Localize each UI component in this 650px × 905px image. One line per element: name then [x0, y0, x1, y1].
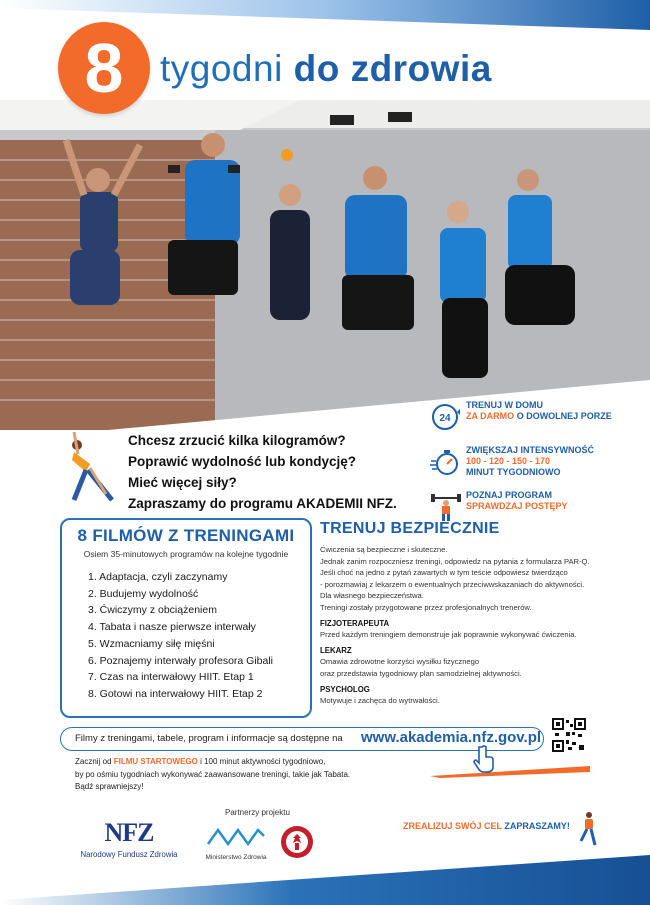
role-heading: LEKARZ	[320, 645, 352, 655]
feature-intensity-line2: 100 - 120 - 150 - 170	[466, 456, 551, 466]
safe-text: Jeśli choć na jedno z pytań zawartych w tym teście odpowiesz twierdząco	[320, 568, 568, 578]
qr-code-icon[interactable]	[552, 718, 586, 752]
feature-home-text	[466, 400, 612, 422]
list-item: 7. Czas na interwałowy HIIT. Etap 1	[88, 671, 254, 684]
nfz-caption: Narodowy Fundusz Zdrowia	[80, 850, 178, 859]
website-link[interactable]: www.akademia.nfz.gov.pl	[361, 729, 542, 746]
start-text: Bądź sprawniejszy!	[75, 782, 144, 791]
safe-text: Ćwiczenia są bezpieczne i skuteczne.	[320, 545, 448, 554]
ministry-mark-icon	[204, 826, 268, 848]
list-item: 1. Adaptacja, czyli zaczynamy	[88, 571, 228, 583]
feature-program-line1: POZNAJ PROGRAM	[466, 490, 553, 500]
slogan	[403, 821, 570, 831]
yoga-figure-icon	[60, 432, 122, 504]
start-text: by po ośmiu tygodniach wykonywać zaawansowane treningi, takie jak Tabata.	[75, 769, 351, 779]
feature-program-text	[466, 490, 568, 512]
role-heading: FIZJOTERAPEUTA	[320, 618, 390, 628]
university-seal-icon	[280, 825, 314, 859]
intro-line: Poprawić wydolność lub kondycję?	[128, 454, 357, 469]
clock-24-icon	[430, 402, 462, 432]
start-info	[75, 756, 415, 794]
intro-line: Zapraszamy do programu AKADEMII NFZ.	[128, 496, 397, 511]
safe-text: oraz przedstawia tygodniowy plan samodzielnej aktywności.	[320, 668, 522, 678]
pointer-hand-icon	[473, 745, 497, 773]
safe-title: TRENUJ BEZPIECZNIE	[320, 520, 500, 537]
slogan-part1: ZREALIZUJ SWÓJ CEL	[403, 821, 502, 831]
partners-label: Partnerzy projektu	[225, 808, 290, 817]
nfz-logo	[74, 818, 184, 859]
films-box	[60, 518, 312, 718]
safe-text: Omawia zdrowotne korzyści wysiłku fizycznego	[320, 657, 480, 667]
feature-home	[430, 400, 645, 440]
feature-program-line2: SPRAWDZAJ POSTĘPY	[466, 501, 568, 511]
start-highlight: FILMU STARTOWEGO	[113, 757, 198, 766]
title-part2: do zdrowia	[293, 48, 492, 89]
ministry-caption: Ministerstwo Zdrowia	[205, 854, 267, 861]
url-bar-text: Filmy z treningami, tabele, program i informacje są dostępne na	[75, 733, 343, 744]
safe-text: Motywuje i zachęca do wytrwałości.	[320, 696, 440, 706]
safe-training	[320, 520, 620, 707]
orange-swoosh	[430, 766, 590, 778]
intro-line: Mieć więcej siły?	[128, 475, 237, 490]
runner-icon	[577, 811, 599, 847]
intro-line: Chcesz zrzucić kilka kilogramów?	[128, 433, 346, 448]
safe-text: Dla własnego bezpieczeństwa.	[320, 591, 424, 601]
feature-intensity-line1: ZWIĘKSZAJ INTENSYWNOŚĆ	[466, 445, 595, 455]
films-title-num: 8	[77, 526, 88, 545]
features-list	[430, 400, 645, 535]
feature-home-line2b: O DOWOLNEJ PORZE	[516, 411, 612, 421]
url-bar	[60, 727, 544, 751]
feature-intensity-line3: MINUT TYGODNIOWO	[466, 467, 561, 477]
safe-text: - porozmawiaj z lekarzem o ewentualnych przeciwwskazaniach do aktywności.	[320, 579, 585, 589]
role-heading: PSYCHOLOG	[320, 684, 370, 694]
title-part1: tygodni	[160, 48, 283, 89]
films-title-rest: FILMÓW Z TRENINGAMI	[92, 526, 295, 545]
feature-home-line1: TRENUJ W DOMU	[466, 400, 543, 410]
feature-intensity	[430, 445, 645, 485]
list-item: 6. Poznajemy interwały profesora Gibali	[88, 654, 274, 667]
safe-text: Przed każdym treningiem demonstruje jak poprawnie wykonywać ćwiczenia.	[320, 630, 577, 640]
films-title	[62, 520, 310, 546]
list-item: 4. Tabata i nasze pierwsze interwały	[88, 621, 256, 634]
bottom-stripe	[0, 855, 650, 905]
feature-intensity-text	[466, 445, 594, 478]
start-text: i 100 minut aktywności tygodniowo,	[200, 757, 326, 766]
list-item: 2. Budujemy wydolność	[88, 587, 199, 600]
films-subtitle: Osiem 35-minutowych programów na kolejne tygodnie	[83, 549, 289, 559]
list-item: 5. Wzmacniamy siłę mięśni	[88, 637, 215, 650]
svg-text:24: 24	[439, 413, 451, 424]
weightlifter-icon	[430, 492, 462, 522]
list-item: 8. Gotowi na interwałowy HIIT. Etap 2	[88, 687, 263, 700]
safe-text: Treningi zostały przygotowane przez profesjonalnych trenerów.	[320, 602, 532, 612]
list-item: 3. Ćwiczymy z obciążeniem	[88, 604, 217, 617]
feature-home-line2a: ZA DARMO	[466, 411, 515, 421]
safe-text: Jednak zanim rozpoczniesz treningi, odpowiedz na pytania z formularza PAR-Q.	[320, 556, 590, 566]
intro-questions	[128, 430, 428, 514]
slogan-part2: ZAPRASZAMY!	[504, 821, 570, 831]
nfz-logo-text: NFZ	[104, 818, 154, 847]
number-badge: 8	[58, 22, 150, 114]
stopwatch-icon	[430, 447, 462, 477]
films-list	[62, 569, 310, 703]
page-title	[160, 48, 492, 90]
start-text: Zacznij od	[75, 757, 112, 766]
